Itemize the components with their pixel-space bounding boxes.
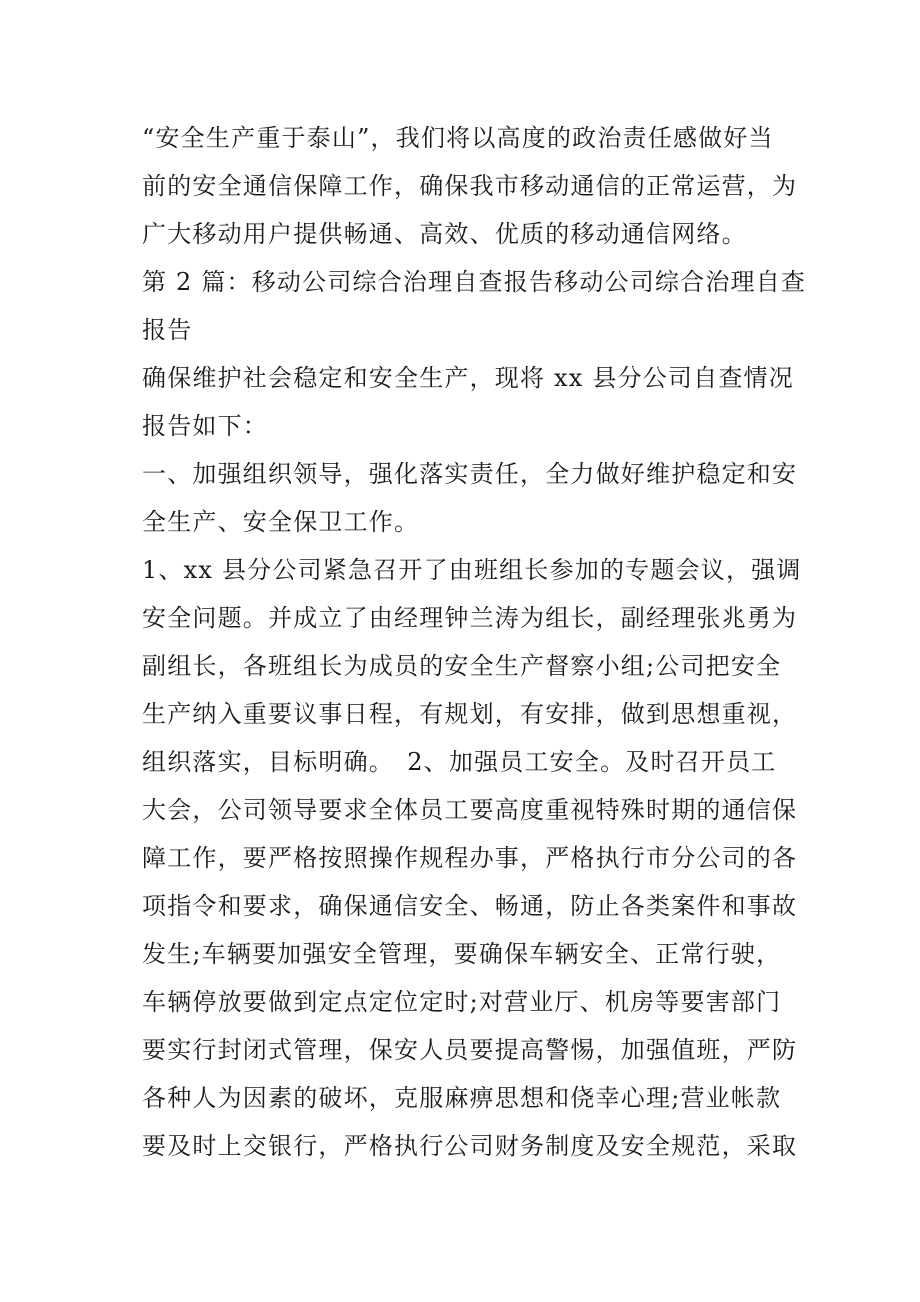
text-line: 报告如下： (142, 412, 268, 440)
text-line: “安全生产重于泰山”，我们将以高度的政治责任感做好当 (142, 124, 774, 152)
text-line: 1、xx 县分公司紧急召开了由班组长参加的专题会议，强调 (142, 556, 802, 584)
text-line: 生产纳入重要议事日程，有规划，有安排，做到思想重视， (142, 700, 798, 728)
text-line: 障工作，要严格按照操作规程办事，严格执行市分公司的各 (142, 844, 798, 872)
document-body (142, 114, 807, 1170)
text-line: 各种人为因素的破坏，克服麻痹思想和侥幸心理;营业帐款 (142, 1084, 782, 1112)
section-heading-line: 报告 (142, 316, 193, 344)
text-line: 广大移动用户提供畅通、高效、优质的移动通信网络。 (142, 220, 747, 248)
text-line: 全生产、安全保卫工作。 (142, 508, 420, 536)
text-line: 前的安全通信保障工作，确保我市移动通信的正常运营，为 (142, 172, 798, 200)
text-line: 副组长，各班组长为成员的安全生产督察小组;公司把安全 (142, 652, 782, 680)
text-line: 项指令和要求，确保通信安全、畅通，防止各类案件和事故 (142, 892, 798, 920)
text-line: 一、加强组织领导，强化落实责任，全力做好维护稳定和安 (142, 460, 798, 488)
text-line: 安全问题。并成立了由经理钟兰涛为组长，副经理张兆勇为 (142, 604, 798, 632)
text-line: 组织落实，目标明确。 2、加强员工安全。及时召开员工 (142, 748, 777, 776)
text-line: 确保维护社会稳定和安全生产，现将 xx 县分公司自查情况 (142, 364, 794, 392)
text-line: 车辆停放要做到定点定位定时;对营业厅、机房等要害部门 (142, 988, 782, 1016)
text-line: 要实行封闭式管理，保安人员要提高警惕，加强值班，严防 (142, 1036, 798, 1064)
text-line: 发生;车辆要加强安全管理，要确保车辆安全、正常行驶， (142, 940, 782, 968)
text-line: 大会，公司领导要求全体员工要高度重视特殊时期的通信保 (142, 796, 798, 824)
text-line: 要及时上交银行，严格执行公司财务制度及安全规范，采取 (142, 1132, 798, 1160)
section-heading-line: 第 2 篇：移动公司综合治理自查报告移动公司综合治理自查 (142, 268, 807, 296)
